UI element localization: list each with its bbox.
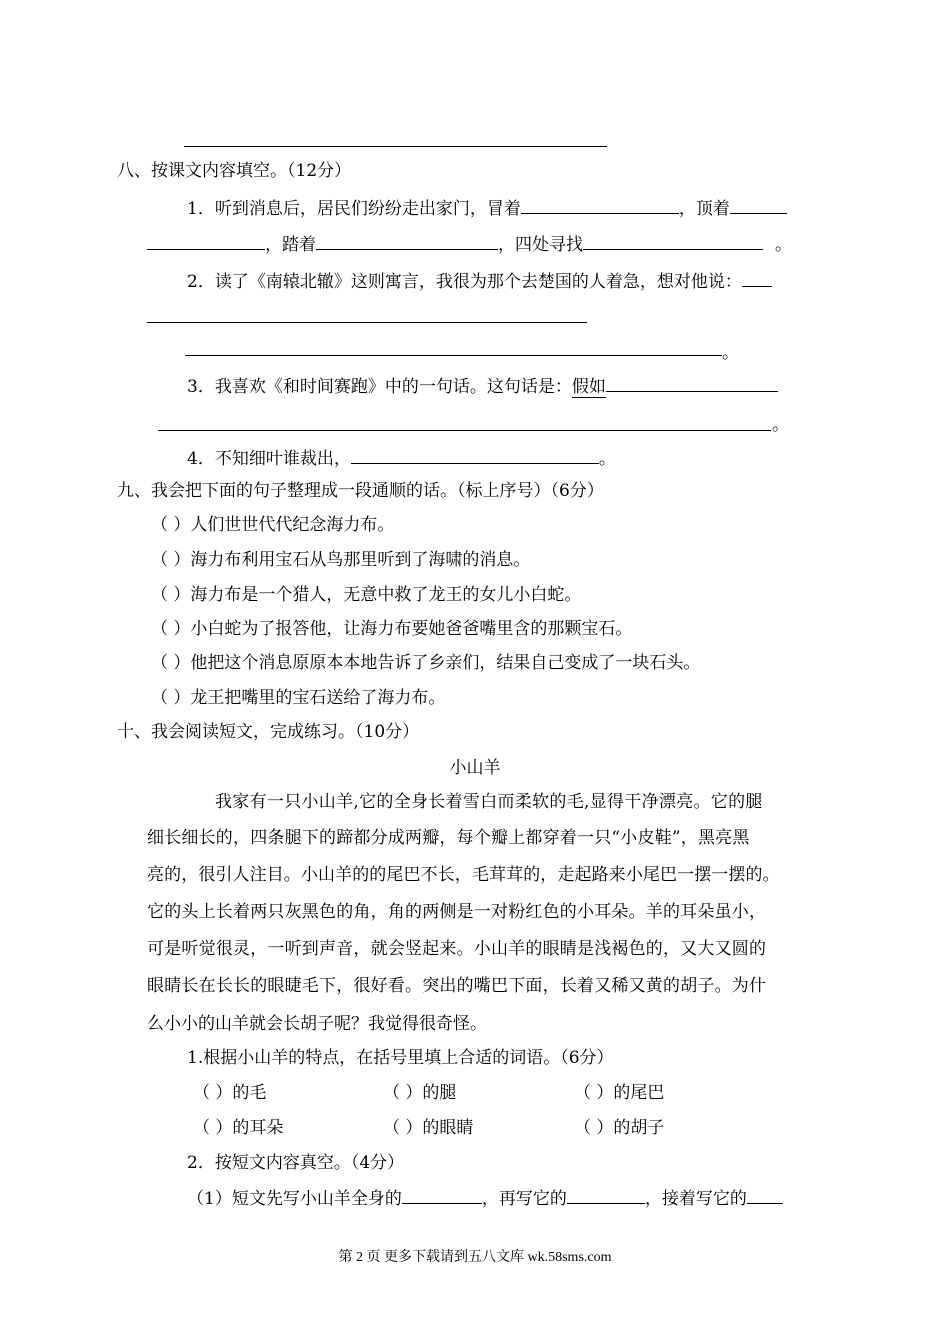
- order-paren[interactable]: （ ）: [151, 619, 191, 639]
- blank[interactable]: [521, 197, 679, 214]
- s8-q1-line1: [187, 197, 787, 220]
- s8-q1-line2: [147, 233, 792, 256]
- s10-q1: 1.根据小山羊的特点，在括号里填上合适的词语。（6分）: [187, 1048, 614, 1068]
- s9-item-5: [151, 652, 700, 674]
- s8-q3-a: 3．我喜欢《和时间赛跑》中的一句话。这句话是：: [187, 377, 572, 397]
- s10-q1-cell[interactable]: （ ）的腿: [383, 1083, 457, 1103]
- order-paren[interactable]: （ ）: [151, 653, 191, 673]
- s10-q1-cell[interactable]: （ ）的尾巴: [574, 1083, 665, 1103]
- blank[interactable]: [583, 233, 763, 250]
- s9-item-6: [151, 687, 445, 709]
- section-10-heading: 十、我会阅读短文，完成练习。（10分）: [117, 722, 420, 742]
- s10-q2: 2．按短文内容真空。（4分）: [187, 1153, 405, 1173]
- answer-line[interactable]: [158, 430, 771, 431]
- story-line-7: 么小小的山羊就会长胡子呢？我觉得很奇怪。: [147, 1014, 487, 1034]
- s10-q2-1a: （1）短文先写小山羊全身的: [187, 1189, 402, 1209]
- s10-q1-cell[interactable]: （ ）的毛: [193, 1083, 267, 1103]
- s9-item-2: [151, 549, 530, 571]
- s10-q1-cell[interactable]: （ ）的胡子: [574, 1118, 665, 1138]
- s8-q2-end: 。: [722, 343, 739, 363]
- s8-q1-d: ，四处寻找: [498, 235, 583, 255]
- s9-item-text: 小白蛇为了报答他，让海力布要她爸爸嘴里含的那颗宝石。: [190, 619, 633, 639]
- story-line-2: 细长细长的，四条腿下的蹄都分成两瓣，每个瓣上都穿着一只“小皮鞋”，黑亮黑: [147, 828, 750, 848]
- section-9-heading: 九、我会把下面的句子整理成一段通顺的话。（标上序号）（6分）: [117, 481, 604, 501]
- order-paren[interactable]: （ ）: [151, 585, 191, 605]
- story-line-3: 亮的，很引人注目。小山羊的的尾巴不长，毛茸茸的，走起路来小尾巴一摆一摆的。: [147, 865, 780, 885]
- order-paren[interactable]: （ ）: [151, 550, 191, 570]
- answer-line[interactable]: [147, 322, 587, 323]
- story-line-4: 它的头上长着两只灰黑色的角，角的两侧是一对粉红色的小耳朵。羊的耳朵虽小，: [147, 902, 767, 922]
- s9-item-text: 龙王把嘴里的宝石送给了海力布。: [190, 688, 446, 708]
- story-line-1: 我家有一只小山羊,它的全身长着雪白而柔软的毛,显得干净漂亮。它的腿: [215, 792, 763, 812]
- s8-q1-e: 。: [775, 235, 792, 255]
- answer-line[interactable]: [185, 355, 722, 356]
- s8-q1-c: ，踏着: [265, 235, 316, 255]
- s10-q2-1c: ，接着写它的: [644, 1189, 747, 1209]
- s8-q3-line1: [187, 375, 778, 398]
- s8-q1-b: ，顶着: [678, 199, 730, 219]
- s9-item-text: 人们世世代代纪念海力布。: [190, 515, 395, 535]
- blank[interactable]: [402, 1187, 482, 1204]
- order-paren[interactable]: （ ）: [151, 515, 191, 535]
- s8-q2-line1: [187, 270, 772, 293]
- blank[interactable]: [742, 270, 772, 287]
- section-8-heading: 八、按课文内容填空。（12分）: [117, 161, 352, 181]
- order-paren[interactable]: （ ）: [151, 688, 191, 708]
- s10-q1-cell[interactable]: （ ）的耳朵: [193, 1118, 284, 1138]
- s8-q3-end: 。: [772, 415, 789, 435]
- story-title: 小山羊: [449, 758, 501, 778]
- blank[interactable]: [730, 197, 787, 214]
- s9-item-3: [151, 584, 581, 606]
- s8-q1-a: 1．听到消息后，居民们纷纷走出家门，冒着: [187, 199, 521, 219]
- answer-line-top: [184, 146, 607, 147]
- story-line-6: 眼睛长在长长的眼睫毛下，很好看。突出的嘴巴下面，长着又稀又黄的胡子。为什: [147, 976, 767, 996]
- s9-item-4: [151, 618, 632, 640]
- blank[interactable]: [606, 375, 778, 392]
- s9-item-text: 海力布利用宝石从鸟那里听到了海啸的消息。: [190, 550, 531, 570]
- s9-item-text: 他把这个消息原原本本地告诉了乡亲们，结果自己变成了一块石头。: [190, 653, 701, 673]
- blank[interactable]: [351, 447, 599, 464]
- s8-q4: 4．不知细叶谁裁出，: [187, 449, 351, 469]
- story-line-5: 可是听觉很灵，一听到声音，就会竖起来。小山羊的眼睛是浅褐色的，又大又圆的: [147, 939, 767, 959]
- s10-q2-1b: ，再写它的: [481, 1189, 567, 1209]
- s10-q1-cell[interactable]: （ ）的眼睛: [383, 1118, 474, 1138]
- s8-q3-b: 假如: [571, 377, 606, 397]
- blank[interactable]: [147, 233, 265, 250]
- s9-item-text: 海力布是一个猎人，无意中救了龙王的女儿小白蛇。: [190, 585, 582, 605]
- s8-q4-end: 。: [598, 449, 616, 469]
- page-footer: 第 2 页 更多下载请到五八文库 wk.58sms.com: [338, 1250, 612, 1265]
- blank[interactable]: [567, 1187, 645, 1204]
- s10-q2-1-line: [187, 1187, 783, 1210]
- blank[interactable]: [747, 1187, 783, 1204]
- s8-q2: 2．读了《南辕北辙》这则寓言，我很为那个去楚国的人着急，想对他说：: [187, 272, 742, 292]
- s9-item-1: [151, 514, 394, 536]
- blank[interactable]: [316, 233, 498, 250]
- s8-q4-line: [187, 447, 616, 470]
